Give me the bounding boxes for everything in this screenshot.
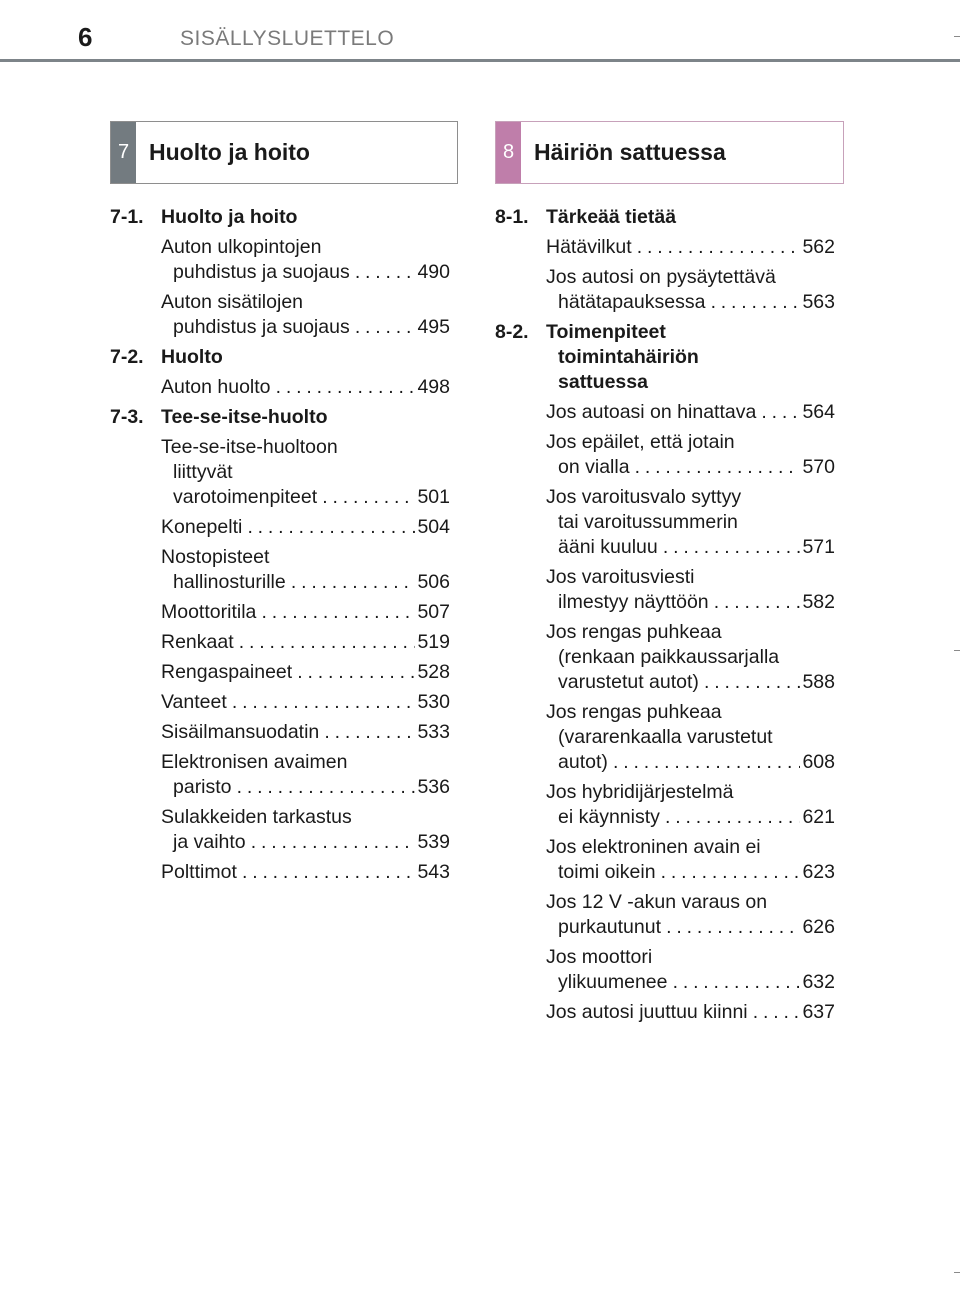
toc-entry-title bbox=[161, 660, 415, 685]
toc-entry-line: purkautunut . . . bbox=[546, 915, 800, 940]
toc-entry[interactable] bbox=[161, 545, 450, 595]
toc-entry-line: paristo . . . bbox=[161, 775, 415, 800]
toc-entry[interactable] bbox=[546, 565, 835, 615]
toc-group-title-line: Huolto bbox=[161, 346, 223, 368]
toc-entry-title bbox=[161, 545, 415, 595]
toc-entry-title bbox=[161, 375, 415, 400]
toc-entry-page: 621 bbox=[802, 806, 835, 828]
toc-entry-page: 501 bbox=[417, 486, 450, 508]
toc-group-heading bbox=[110, 205, 450, 230]
toc-entry-title bbox=[546, 265, 800, 315]
toc-entry-line: puhdistus ja suojaus . . . bbox=[161, 315, 415, 340]
toc-entry[interactable] bbox=[161, 690, 450, 715]
toc-entry[interactable] bbox=[161, 750, 450, 800]
toc-entry-line: Auton sisätilojen bbox=[161, 291, 304, 313]
toc-entry-line: Jos varoitusviesti bbox=[546, 566, 695, 588]
section-header-8 bbox=[495, 121, 844, 184]
toc-group bbox=[495, 205, 835, 315]
toc-entry-line: Jos hybridijärjestelmä bbox=[546, 781, 734, 803]
crop-mark bbox=[954, 1272, 960, 1273]
toc-entry-line: puhdistus ja suojaus . . . bbox=[161, 260, 415, 285]
toc-group-title bbox=[161, 345, 450, 370]
toc-entry-title bbox=[161, 290, 415, 340]
toc-entry-line: hätätapauksessa . . . bbox=[546, 290, 800, 315]
toc-entry[interactable] bbox=[546, 945, 835, 995]
toc-entry-line: Auton huolto . . . bbox=[161, 375, 415, 400]
toc-entry-line: Sulakkeiden tarkastus bbox=[161, 806, 352, 828]
toc-entry[interactable] bbox=[546, 485, 835, 560]
toc-entry-page: 623 bbox=[802, 861, 835, 883]
toc-entry-line: Nostopisteet bbox=[161, 546, 270, 568]
toc-group-title-line: Toimenpiteet bbox=[546, 321, 666, 343]
toc-entry-page: 539 bbox=[417, 831, 450, 853]
toc-entry-line: Jos autosi on pysäytettävä bbox=[546, 266, 776, 288]
toc-entry-title bbox=[546, 565, 800, 615]
toc-group bbox=[495, 320, 835, 1025]
toc-entry-line: tai varoitussummerin bbox=[558, 511, 738, 533]
toc-entry-line: Renkaat . . . bbox=[161, 630, 415, 655]
crop-mark bbox=[954, 36, 960, 37]
toc-entry-line: hallinosturille . . . bbox=[161, 570, 415, 595]
toc-entry-line: Jos autoasi on hinattava . . . bbox=[546, 400, 800, 425]
section-number: 8 bbox=[496, 122, 521, 183]
toc-entry-line: Jos rengas puhkeaa bbox=[546, 621, 722, 643]
page-number: 6 bbox=[78, 22, 93, 52]
page-header bbox=[0, 0, 960, 66]
toc-entry-title bbox=[161, 515, 415, 540]
toc-entry[interactable] bbox=[161, 290, 450, 340]
toc-group-heading bbox=[495, 205, 835, 230]
toc-entry-page: 563 bbox=[802, 291, 835, 313]
toc-entry-line: Auton ulkopintojen bbox=[161, 236, 322, 258]
toc-entry-line: autot) . . . bbox=[546, 750, 800, 775]
section-header-7 bbox=[110, 121, 458, 184]
toc-group-number: 8-2. bbox=[495, 321, 529, 343]
toc-entry-title bbox=[546, 780, 800, 830]
toc-entry-line: Moottoritila . . . bbox=[161, 600, 415, 625]
toc-entry[interactable] bbox=[546, 620, 835, 695]
toc-entry-title bbox=[546, 1000, 800, 1025]
toc-entry-line: Tee-se-itse-huoltoon bbox=[161, 436, 338, 458]
toc-entry[interactable] bbox=[546, 430, 835, 480]
toc-entry-line: (renkaan paikkaussarjalla bbox=[558, 646, 780, 668]
toc-entry-line: on vialla . . . bbox=[546, 455, 800, 480]
toc-entry-title bbox=[161, 750, 415, 800]
toc-entry-title bbox=[161, 690, 415, 715]
toc-entry-page: 506 bbox=[417, 571, 450, 593]
toc-entry-page: 571 bbox=[802, 536, 835, 558]
section-number: 7 bbox=[111, 122, 136, 183]
toc-entry[interactable] bbox=[161, 600, 450, 625]
toc-entry-page: 530 bbox=[417, 691, 450, 713]
toc-entry-title bbox=[546, 945, 800, 995]
toc-entry-title bbox=[161, 600, 415, 625]
toc-group-heading bbox=[495, 320, 835, 395]
page-title: SISÄLLYSLUETTELO bbox=[180, 27, 395, 50]
toc-entry[interactable] bbox=[546, 1000, 835, 1025]
toc-entry-title bbox=[161, 720, 415, 745]
toc-entry-title bbox=[546, 835, 800, 885]
toc-entry[interactable] bbox=[546, 700, 835, 775]
toc-entry-line: ylikuumenee . . . bbox=[546, 970, 800, 995]
toc-entry-line: Jos moottori bbox=[546, 946, 653, 968]
toc-entry-page: 637 bbox=[802, 1001, 835, 1023]
toc-entry[interactable] bbox=[161, 720, 450, 745]
toc-entry-title bbox=[546, 485, 800, 560]
toc-entry-title bbox=[546, 235, 800, 260]
toc-entry-line: (vararenkaalla varustetut bbox=[558, 726, 773, 748]
toc-group-title bbox=[546, 320, 835, 395]
toc-entry-page: 507 bbox=[417, 601, 450, 623]
toc-entry-page: 582 bbox=[802, 591, 835, 613]
toc-entry-title bbox=[161, 630, 415, 655]
toc-entry-line: Jos elektroninen avain ei bbox=[546, 836, 761, 858]
header-rule bbox=[0, 59, 960, 62]
toc-entry-title bbox=[546, 700, 800, 775]
toc-entry[interactable] bbox=[546, 265, 835, 315]
section-title: Huolto ja hoito bbox=[149, 139, 310, 165]
toc-entry-line: varotoimenpiteet . . . bbox=[161, 485, 415, 510]
toc-group-title-line: Tärkeää tietää bbox=[546, 206, 677, 228]
toc-entry[interactable] bbox=[161, 630, 450, 655]
toc-entry-line: Jos epäilet, että jotain bbox=[546, 431, 735, 453]
toc-group-number: 8-1. bbox=[495, 206, 529, 228]
toc-entry-page: 498 bbox=[417, 376, 450, 398]
toc-entry-title bbox=[546, 400, 800, 425]
toc-entry[interactable] bbox=[161, 860, 450, 885]
toc-group-number: 7-2. bbox=[110, 346, 144, 368]
toc-entry-line: Jos autosi juuttuu kiinni . . . bbox=[546, 1000, 800, 1025]
toc-entry-page: 495 bbox=[417, 316, 450, 338]
toc-entry-line: Jos 12 V -akun varaus on bbox=[546, 891, 768, 913]
toc-entry-page: 490 bbox=[417, 261, 450, 283]
toc-group-heading bbox=[110, 405, 450, 430]
toc-group-title bbox=[546, 205, 835, 230]
toc-entry-line: Polttimot . . . bbox=[161, 860, 415, 885]
toc-entry-line: liittyvät bbox=[173, 461, 233, 483]
toc-entry-line: Elektronisen avaimen bbox=[161, 751, 348, 773]
toc-entry-page: 626 bbox=[802, 916, 835, 938]
toc-group-title-line: Tee-se-itse-huolto bbox=[161, 406, 328, 428]
section-title: Häiriön sattuessa bbox=[534, 139, 726, 165]
toc-entry-title bbox=[161, 805, 415, 855]
toc-entry-line: ja vaihto . . . bbox=[161, 830, 415, 855]
toc-group-heading bbox=[110, 345, 450, 370]
toc-entry[interactable] bbox=[546, 835, 835, 885]
toc-entry[interactable] bbox=[546, 890, 835, 940]
toc-entry-title bbox=[161, 435, 415, 510]
toc-group bbox=[110, 205, 450, 340]
toc-entry-title bbox=[546, 890, 800, 940]
toc-entry-page: 588 bbox=[802, 671, 835, 693]
toc-group bbox=[110, 345, 450, 400]
toc-entry-line: Jos varoitusvalo syttyy bbox=[546, 486, 742, 508]
toc-entry-page: 570 bbox=[802, 456, 835, 478]
toc-entry-line: Vanteet . . . bbox=[161, 690, 415, 715]
toc-group bbox=[110, 405, 450, 885]
toc-entry-page: 564 bbox=[802, 401, 835, 423]
toc-entry-title bbox=[546, 430, 800, 480]
toc-entry-page: 543 bbox=[417, 861, 450, 883]
toc-entry[interactable] bbox=[161, 235, 450, 285]
toc-entry-page: 608 bbox=[802, 751, 835, 773]
toc-entry-line: Sisäilmansuodatin . . . bbox=[161, 720, 415, 745]
toc-entry-line: ei käynnisty . . . bbox=[546, 805, 800, 830]
toc-entry-line: Rengaspaineet . . . bbox=[161, 660, 415, 685]
toc-group-number: 7-1. bbox=[110, 206, 144, 228]
crop-mark bbox=[954, 650, 960, 651]
toc-entry-line: ääni kuuluu . . . bbox=[546, 535, 800, 560]
toc-group-number: 7-3. bbox=[110, 406, 144, 428]
toc-entry-page: 528 bbox=[417, 661, 450, 683]
toc-entry-page: 504 bbox=[417, 516, 450, 538]
toc-entry[interactable] bbox=[161, 435, 450, 510]
toc-entry[interactable] bbox=[546, 235, 835, 260]
toc-column-7 bbox=[110, 205, 450, 890]
toc-entry-title bbox=[546, 620, 800, 695]
toc-entry-page: 562 bbox=[802, 236, 835, 258]
toc-group-title bbox=[161, 205, 450, 230]
toc-entry-page: 533 bbox=[417, 721, 450, 743]
toc-entry[interactable] bbox=[546, 780, 835, 830]
toc-entry-page: 536 bbox=[417, 776, 450, 798]
toc-entry-title bbox=[161, 860, 415, 885]
toc-entry[interactable] bbox=[161, 375, 450, 400]
toc-entry[interactable] bbox=[161, 515, 450, 540]
toc-entry[interactable] bbox=[161, 805, 450, 855]
toc-entry-line: Konepelti . . . bbox=[161, 515, 415, 540]
toc-entry-line: varustetut autot) . . . bbox=[546, 670, 800, 695]
toc-entry-line: toimi oikein . . . bbox=[546, 860, 800, 885]
toc-entry-line: Hätävilkut . . . bbox=[546, 235, 800, 260]
toc-entry-page: 519 bbox=[417, 631, 450, 653]
toc-group-title bbox=[161, 405, 450, 430]
toc-entry-line: Jos rengas puhkeaa bbox=[546, 701, 722, 723]
toc-entry[interactable] bbox=[161, 660, 450, 685]
toc-entry-page: 632 bbox=[802, 971, 835, 993]
toc-entry[interactable] bbox=[546, 400, 835, 425]
toc-column-8 bbox=[495, 205, 835, 1030]
toc-group-title-line: Huolto ja hoito bbox=[161, 206, 298, 228]
toc-entry-title bbox=[161, 235, 415, 285]
toc-group-title-line: sattuessa bbox=[558, 371, 648, 393]
toc-group-title-line: toimintahäiriön bbox=[558, 346, 699, 368]
toc-entry-line: ilmestyy näyttöön . . . bbox=[546, 590, 800, 615]
